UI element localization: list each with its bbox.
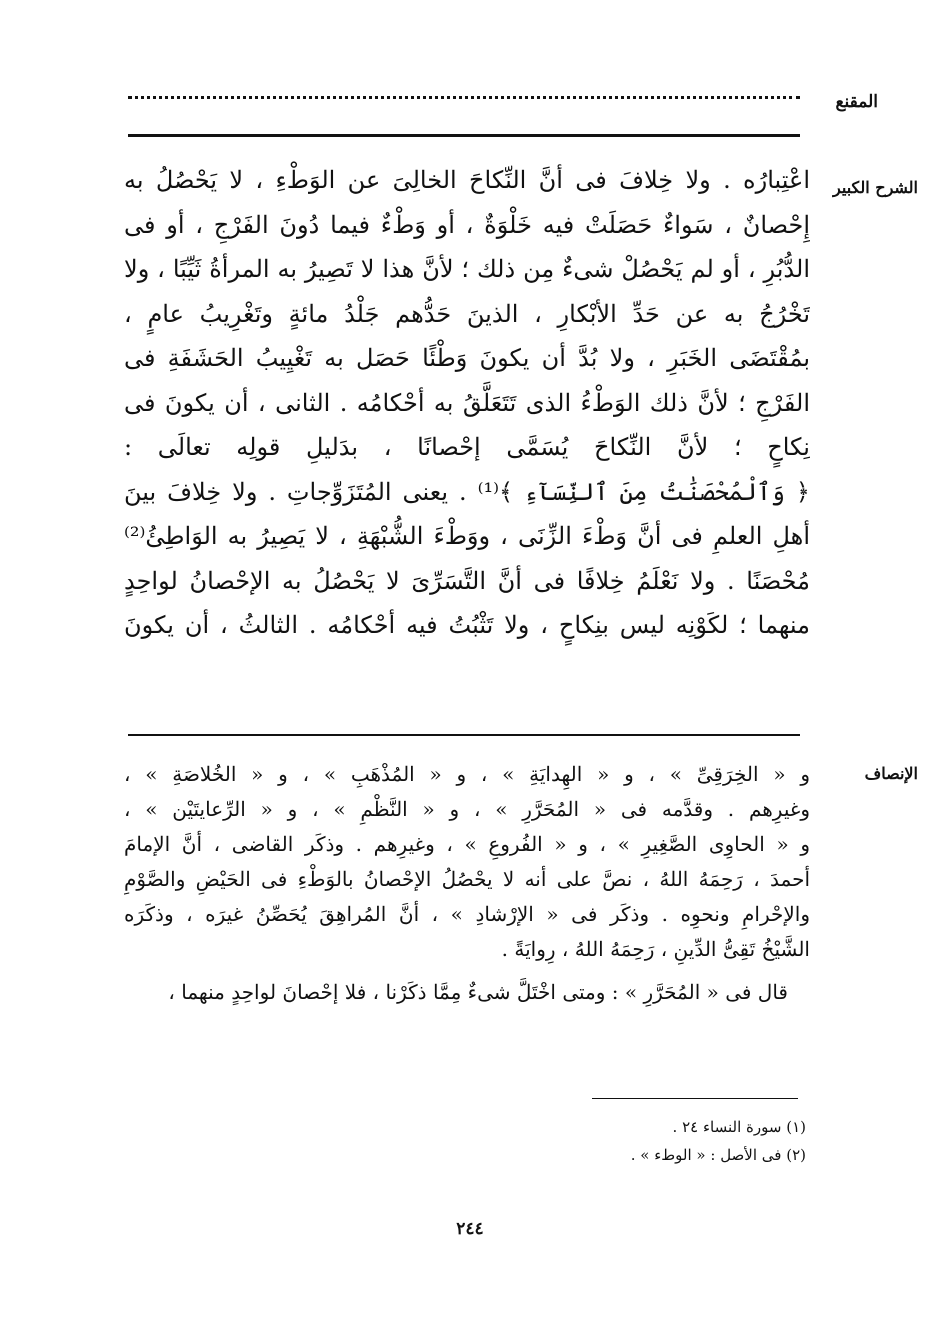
main-text-line: إِحْصانٌ ، سَواءٌ حَصَلَتْ فيه خَلْوَةٌ ، أو وَطْءٌ فيما دُونَ الفَرْجِ ، أو فى xyxy=(124,210,810,239)
main-text-line: اعْتِبارُه . ولا خِلافَ فى أنَّ النِّكاحَ الخالِىَ عن الوَطْءِ ، لا يَحْصُلُ به xyxy=(124,166,810,194)
section-label-insaf: الإنصاف xyxy=(864,764,918,783)
main-text-line: نِكاحٍ ؛ لأنَّ النِّكاحَ يُسَمَّى إحْصانًا ، بدَليلِ قولِه تعالَى : xyxy=(124,433,810,461)
main-text-line: الفَرْجِ ؛ لأنَّ ذلك الوَطْءُ الذى تَتَعَلَّقُ به أحْكامُه . الثانى ، أن يكونَ فى xyxy=(124,388,810,417)
main-text-line: أهلِ العلمِ فى أنَّ وَطْءَ الزِّنَى ، ووَطْءَ الشُّبْهَةِ ، لا يَصِيرُ به الوَاطِئُ⁽²⁾ xyxy=(124,522,810,550)
main-text-line: بمُقْتَضَى الخَبَرِ ، ولا بُدَّ أن يكونَ وَطْئًا حَصَل به تَغْيِيبُ الحَشَفَةِ فى xyxy=(124,344,810,372)
footnote: (١) سورة النساء ٢٤ . xyxy=(672,1118,806,1136)
main-text-line: تَخْرُجُ به عن حَدِّ الأبْكارِ ، الذينَ حَدُّهم جَلْدُ مائةٍ وتَغْرِيبُ عامٍ ، xyxy=(124,299,810,328)
footnotes xyxy=(500,1113,806,1169)
insaf-text-line: والإحْرامِ ونحوِه . وذكَر فى « الإرْشادِ » ، أنَّ المُراهِقَ يُحَصِّنُ غيرَه ، وذكَرَه xyxy=(124,902,810,926)
running-title: المقنع xyxy=(835,92,878,112)
insaf-text-line: الشَّيْخُ تَقِىُّ الدِّينِ ، رَحِمَهُ اللهُ ، رِوايَةً . xyxy=(501,937,810,961)
footnote: (٢) فى الأصل : « الوطء » . xyxy=(630,1146,806,1164)
section-label-sharh: الشرح الكبير xyxy=(833,178,918,197)
main-text-line: منهما ؛ لكَوْنِه ليس بنِكاحٍ ، ولا تَثْبُتُ فيه أحْكامُه . الثالثُ ، أن يكونَ xyxy=(124,611,810,639)
main-text-line: ﴿ وَٱلْمُحْصَنَٰتُ مِنَ ٱلنِّسَآءِ ﴾⁽¹⁾ . يعنى المُتَزَوِّجاتِ . ولا خِلافَ بينَ xyxy=(124,477,810,506)
header-rule xyxy=(128,134,800,137)
footnote-rule xyxy=(592,1098,798,1099)
insaf-text-line: أحمدَ ، رَحِمَهُ اللهُ ، نصَّ على أنه لا يحْصُلُ الإحْصانُ بالوَطْءِ فى الحَيْضِ والصَّوْمِ xyxy=(124,867,810,891)
insaf-text-line: وغيرِهم . وقدَّمه فى « المُحَرَّرِ » ، و « النَّظْمِ » ، و « الرِّعايتَيْن » ، xyxy=(124,797,810,821)
insaf-text-line: و « الحاوِى الصَّغِيرِ » ، و « الفُروعِ » ، وغيرِهم . وذكَر القاضى ، أنَّ الإمامَ xyxy=(124,832,810,856)
insaf-text-block xyxy=(124,757,810,1010)
main-text-block xyxy=(124,158,810,648)
section-separator-rule xyxy=(128,734,800,736)
insaf-text-line: و « الخِرَقِىِّ » ، و « الهِدايَةِ » ، و « المُذْهَبِ » ، و « الخُلاصَةِ » ، xyxy=(124,762,810,786)
header-dotted-leader xyxy=(128,96,800,109)
main-text-line: مُحْصَنًا . ولا نَعْلَمُ خِلافًا فى أنَّ التَّسَرِّىَ لا يَحْصُلُ به الإحْصانُ لواحِدٍ xyxy=(124,566,810,595)
insaf-text-line: قال فى « المُحَرَّرِ » : ومتى اخْتَلَّ شىءٌ مِمَّا ذكَرْنا ، فلا إحْصانَ لواحِدٍ منهما ، xyxy=(168,980,788,1004)
page-number: ٢٤٤ xyxy=(456,1219,484,1239)
main-text-line: الدُّبُرِ ، أو لم يَحْصُلْ شىءٌ مِن ذلك ؛ لأنَّ هذا لا تَصِيرُ به المرأةُ ثَيِّبًا ، ولا xyxy=(124,255,810,283)
